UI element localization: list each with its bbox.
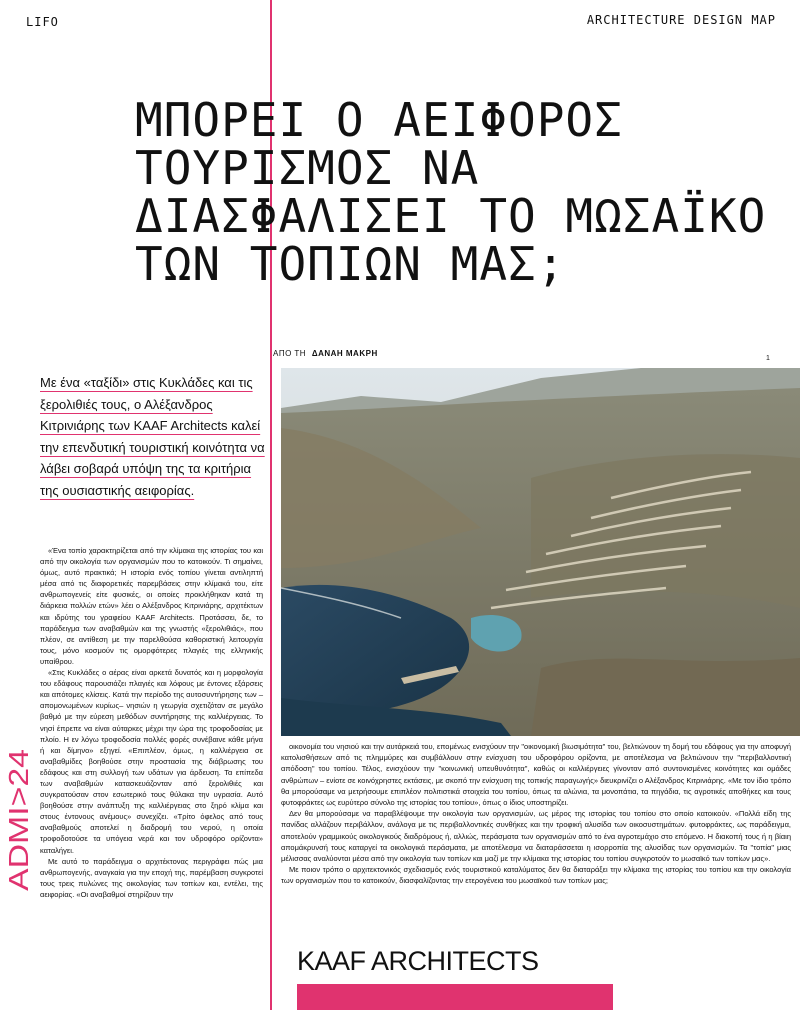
body-column-left (40, 545, 263, 900)
event-logo-text: ADMI>24 (4, 773, 34, 891)
body-paragraph: «Στις Κυκλάδες ο αέρας είναι αρκετά δυνατός και η μορφολογία του εδάφους παρουσιάζει πλαγιές και λόφους με έντονες εξάρσεις και απότομες κλίσεις. Κατά την περίοδο της αυτοσυντήρησης των –απομονωμένων κυρίως– νησιών η γεωργία σχετιζόταν σε μεγάλο βαθμό με την εύρεση μεθόδων συντήρησης της καλλιέργειας. Το νησί έπρεπε να είναι αύταρκες μέχρι την ώρα της τροφοδοσίας με πλοίο. Η εν λόγω τροφοδοσία πολλές φορές συνέβαινε κάθε μήνα ή και δίμηνο» εξηγεί. «Επιπλέον, όμως, η καλλιέργεια σε αναβαθμίδες βοηθούσε στην προστασία της διάβρωσης του εδάφους και στη συλλογή των υδάτων για άρδευση. Τα επίπεδα των αναβαθμών κατασκευάζονταν από ξερολιθιές και συγκρατούσαν στον εσωτερικό τους θύλακα την υγρασία. Αυτό βοηθούσε στην ανάπτυξη της καλλιέργειας στο ξηρό κλίμα και στους έντονους ανέμους» συνεχίζει. «Τρίτο όφελος από τους αναβαθμούς αποτελεί η διαδρομή του νερού, η οποία τροφοδοτούσε τα υπόγεια νερά και τον υδροφόρο ορίζοντα» καταλήγει. (40, 668, 263, 855)
article-title: ΜΠΟΡΕΙ Ο ΑΕΙΦΟΡΟΣ ΤΟΥΡΙΣΜΟΣ ΝΑ ΔΙΑΣΦΑΛΙΣΕΙ ΤΟ ΜΩΣΑΪΚΟ ΤΩΝ ΤΟΠΙΩΝ ΜΑΣ; (135, 93, 767, 291)
event-logo-mark (4, 745, 34, 895)
photo-number: 1 (766, 355, 770, 362)
lead-paragraph (40, 372, 265, 501)
aerial-resort-photo (281, 368, 800, 736)
body-paragraph: Με ποιον τρόπο ο αρχιτεκτονικός σχεδιασμός ενός τουριστικού καταλύματος δεν θα διαταράξει την κλίμακα της ιστορίας του τοπίου και την οικολογία των οργανισμών που το κατοικούν, διασφαλίζοντας την ετερογένεια του μωσαϊκού των τοπίων μας; (281, 865, 791, 886)
body-paragraph: Δεν θα μπορούσαμε να παραβλέψουμε την οικολογία των οργανισμών, ως μέρος της ιστορίας του τοπίου στο οποίο κατοικούν. «Πολλά είδη της πανίδας αλλάζουν περιβάλλον, ανάλογα με τις περιβαλλοντικές συνθήκες και την τροφική αλυσίδα των οικοσυστημάτων. φυτοφράκτες, ως παράδειγμα, αποτελούν γραμμικούς οικολογικούς διαδρόμους ή, αλλιώς, περάσματα των οργανισμών από το ένα αγροτεμάχιο στο επόμενο. Η διακοπή τους ή η βίαιη απομάκρυνσή τους καταργεί τα οικολογικά περάσματα, με αποτέλεσμα να διαταράσσεται η ισορροπία της αλυσίδας των οργανισμών. Τα "τοπία" μιας μέλισσας αναλύονται μέσα από την οικολογία των τοπίων και μαζί με την κλίμακα της ιστορίας του τοπίου συγκροτούν το μωσαϊκό των τοπίων μας». (281, 809, 791, 864)
brand-logo: LIFO (26, 15, 59, 29)
byline-prefix: ΑΠΟ ΤΗ (273, 349, 307, 358)
body-paragraph: «Ένα τοπίο χαρακτηρίζεται από την κλίμακα της ιστορίας του και από την οικολογία των οργανισμών που το κατοικούν. Τι σημαίνει, όμως, αυτό πρακτικά; Η ιστορία ενός τοπίου γίνεται αντιληπτή μέσα από τις διαφορετικές παρεμβάσεις στην κλίμακά του, είτε ανθρωπογενείς είτε φυσικές, οι οποίες προκλήθηκαν κατά τη διάρκεια πολλών ετών» λέει ο Αλέξανδρος Κιτρινιάρης, αρχιτέκτων και ιδρύτης του γραφείου KAAF Architects. Προτάσσει, δε, το παράδειγμα των αναβαθμών και της γνωστής «ξερολιθιάς», που πλέον, σε αντίθεση με την παρελθούσα καθοριστική λειτουργία τους, μόνο κοσμούν τις ομορφότερες πλαγιές της ελληνικής υπαίθρου. (40, 546, 263, 666)
byline-author: ΔΑΝΑΗ ΜΑΚΡΗ (311, 349, 378, 358)
section-label: ARCHITECTURE DESIGN MAP (586, 13, 776, 27)
event-logo (4, 745, 34, 895)
body-paragraph: οικονομία του νησιού και την αυτάρκειά του, επομένως ενισχύουν την "οικονομική βιωσιμότητα" του, βελτιώνουν τη δομή του εδάφους για την αποφυγή κατολισθήσεων από τις πλημμύρες και συμβάλλουν στην ενίσχυση του υδροφόρου ορίζοντα, με αποτέλεσμα να βελτιώνουν την "περιβαλλοντική απόδοση" του τοπίου. Τέλος, ενισχύουν την "κοινωνική υπευθυνότητα", καθώς οι καλλιέργειες γίνονταν από συντονισμένες κοινότητες και ομάδες ανθρώπων – ενίοτε σε κοινόχρηστες εκτάσεις, με σκοπό την ενίσχυση της τοπικής παραγωγής» διευκρινίζει ο Αλέξανδρος Κιτρινιάρης. «Με τον ίδιο τρόπο θα μπορούσαμε να μετρήσουμε επιπλέον πολιτιστικά στοιχεία του τοπίου, όπως τα αλώνια, τα μονοπάτια, τα πηγάδια, τις αγροτικές αποθήκες και τους φυτοφράκτες ως ευρύτερο σύνολο της ιστορίας του τοπίου», όπως ο ίδιος υποστηρίζει. (281, 742, 791, 808)
lead-text: Με ένα «ταξίδι» στις Κυκλάδες και τις ξερολιθιές τους, ο Αλέξανδρος Κιτρινιάρης των KAAF Architects καλεί την επενδυτική τουριστική κοινότητα να λάβει σοβαρά υπόψη της τα κριτήρια της ουσιαστικής αειφορίας. (40, 375, 265, 498)
byline (273, 349, 378, 358)
body-column-right (281, 741, 791, 887)
firm-name: KAAF ARCHITECTS (297, 946, 539, 976)
accent-bar (297, 984, 613, 1010)
landscape-image (281, 368, 800, 736)
body-paragraph: Με αυτό το παράδειγμα ο αρχιτέκτονας περιγράφει πώς μια ανθρωπογενής, αναγκαία για την εποχή της, παρέμβαση συγκροτεί τους τρεις πυλώνες της οικολογίας των τοπίων και, εντέλει, της αειφορίας. «Οι αναβαθμοί στηρίζουν την (40, 856, 263, 899)
